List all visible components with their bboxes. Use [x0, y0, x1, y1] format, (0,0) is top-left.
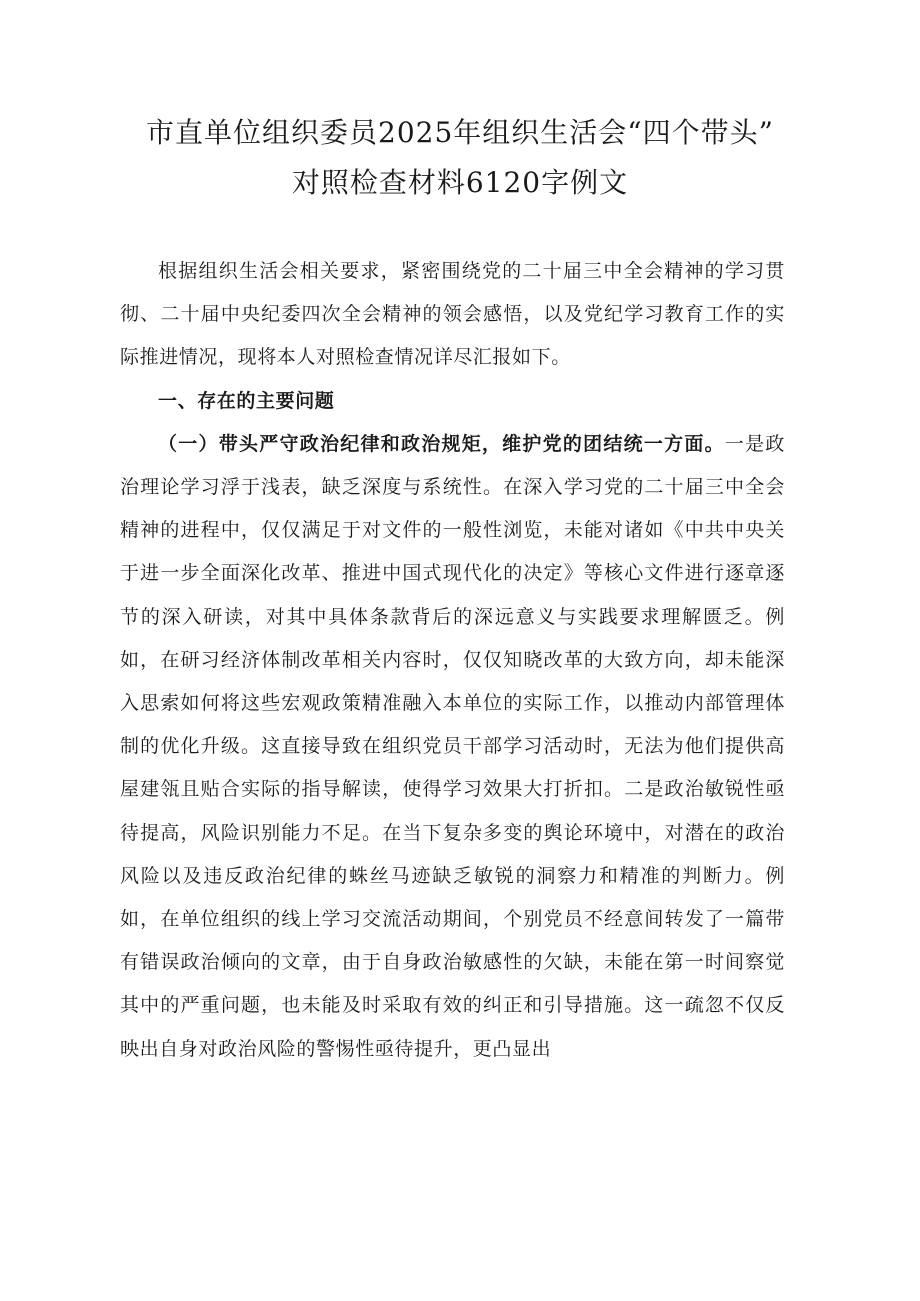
document-title: [0, 108, 920, 208]
subsection-heading: （一）带头严守政治纪律和政治规矩，维护党的团结统一方面。: [158, 432, 725, 455]
title-line-2: 对照检查材料6120字例文: [291, 166, 629, 199]
intro-paragraph: 根据组织生活会相关要求，紧密围绕党的二十届三中全会精神的学习贯彻、二十届中央纪委四次全会精神的领会感悟，以及党纪学习教育工作的实际推进情况，现将本人对照检查情况详尽汇报如下。: [120, 260, 785, 369]
document-body: [120, 250, 785, 1071]
title-line-1: 市直单位组织委员2025年组织生活会“四个带头”: [146, 116, 774, 149]
section-heading: 一、存在的主要问题: [158, 389, 335, 412]
subsection-paragraph: [120, 423, 785, 1071]
subsection-body: 一是政治理论学习浮于浅表，缺乏深度与系统性。在深入学习党的二十届三中全会精神的进程中，仅仅满足于对文件的一般性浏览，未能对诸如《中共中央关于进一步全面深化改革、推进中国式现代化的决定》等核心文件进行逐章逐节的深入研读，对其中具体条款背后的深远意义与实践要求理解匮乏。例如，在研习经济体制改革相关内容时，仅仅知晓改革的大致方向，却未能深入思索如何将这些宏观政策精准融入本单位的实际工作，以推动内部管理体制的优化升级。这直接导致在组织党员干部学习活动时，无法为他们提供高屋建瓴且贴合实际的指导解读，使得学习效果大打折扣。二是政治敏锐性亟待提高，风险识别能力不足。在当下复杂多变的舆论环境中，对潜在的政治风险以及违反政治纪律的蛛丝马迹缺乏敏锐的洞察力和精准的判断力。例如，在单位组织的线上学习交流活动期间，个别党员不经意间转发了一篇带有错误政治倾向的文章，由于自身政治敏感性的欠缺，未能在第一时间察觉其中的严重问题，也未能及时采取有效的纠正和引导措施。这一疏忽不仅反映出自身对政治风险的警惕性亟待提升，更凸显出: [120, 432, 785, 1060]
